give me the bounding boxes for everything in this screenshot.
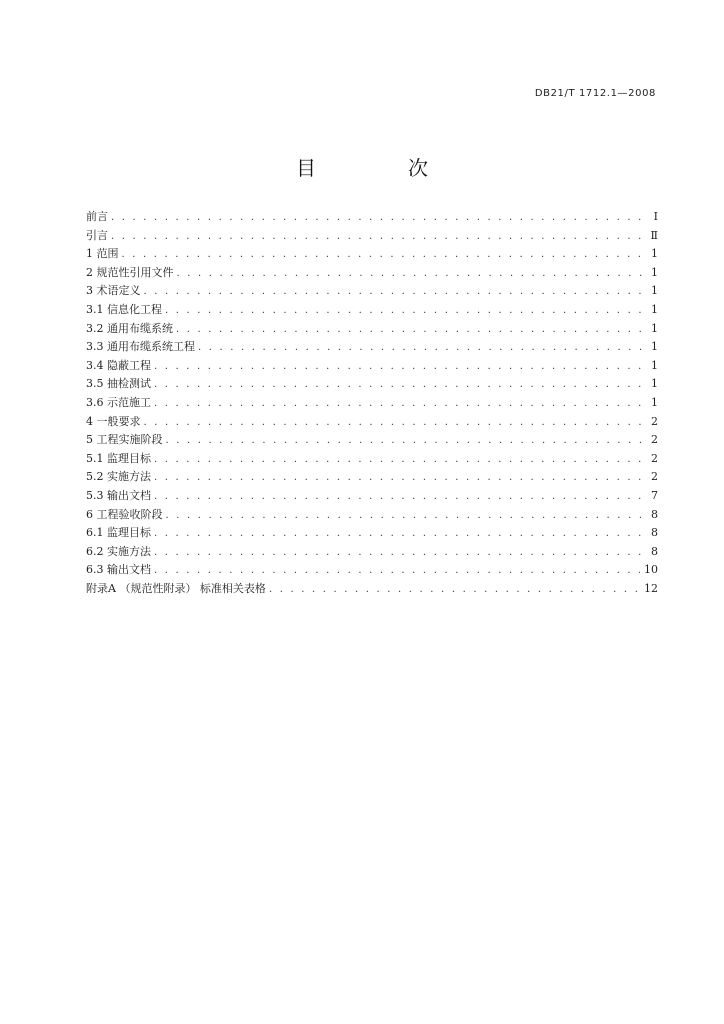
table-of-contents [86, 208, 658, 598]
toc-entry-page-number: Ⅱ [650, 228, 658, 242]
toc-entry-label: 附录A （规范性附录） 标准相关表格 [86, 581, 266, 595]
toc-dot-leader [198, 339, 644, 358]
toc-entry-page-number: 2 [651, 470, 658, 484]
toc-entry-page-number: Ⅰ [653, 210, 658, 223]
toc-entry-page-number: 8 [651, 544, 658, 558]
toc-entry-page-number: 10 [644, 563, 658, 577]
toc-dot-leader [144, 414, 645, 433]
toc-entry-label: 6.3 输出文档 [86, 563, 151, 577]
toc-entry[interactable] [86, 301, 658, 320]
toc-entry-page-number: 1 [651, 302, 658, 316]
toc-entry-label: 2 规范性引用文件 [86, 265, 174, 279]
toc-dot-leader [144, 283, 645, 302]
toc-entry-label: 5.1 监理目标 [86, 451, 151, 465]
toc-dot-leader [154, 376, 644, 395]
toc-entry-label: 3 术语定义 [86, 284, 141, 298]
toc-entry[interactable] [86, 394, 658, 413]
toc-dot-leader [154, 562, 640, 581]
toc-entry-label: 3.6 示范施工 [86, 395, 151, 409]
toc-entry-label: 引言 [86, 228, 108, 242]
toc-entry-page-number: 1 [651, 340, 658, 354]
toc-entry[interactable] [86, 506, 658, 525]
toc-entry[interactable] [86, 431, 658, 450]
toc-entry[interactable] [86, 524, 658, 543]
toc-entry[interactable] [86, 245, 658, 264]
toc-dot-leader [154, 358, 644, 377]
toc-entry-label: 5 工程实施阶段 [86, 433, 163, 447]
toc-entry[interactable] [86, 227, 658, 246]
toc-entry[interactable] [86, 543, 658, 562]
toc-entry-page-number: 12 [644, 581, 658, 595]
toc-entry[interactable] [86, 264, 658, 283]
toc-entry-page-number: 1 [651, 377, 658, 391]
toc-dot-leader [154, 525, 644, 544]
toc-entry-label: 3.4 隐蔽工程 [86, 358, 151, 372]
toc-entry[interactable] [86, 282, 658, 301]
toc-entry[interactable] [86, 375, 658, 394]
toc-entry-label: 3.5 抽检测试 [86, 377, 151, 391]
toc-dot-leader [111, 209, 644, 228]
toc-entry-page-number: 2 [651, 451, 658, 465]
toc-entry[interactable] [86, 580, 658, 599]
toc-entry-label: 4 一般要求 [86, 414, 141, 428]
toc-dot-leader [269, 581, 640, 600]
document-code: DB21/T 1712.1—2008 [534, 88, 656, 99]
toc-entry-label: 6.2 实施方法 [86, 544, 151, 558]
toc-dot-leader [176, 321, 644, 340]
toc-dot-leader [166, 432, 645, 451]
toc-entry-page-number: 2 [651, 433, 658, 447]
toc-entry-page-number: 1 [651, 247, 658, 261]
toc-entry[interactable] [86, 468, 658, 487]
toc-entry-label: 1 范围 [86, 247, 119, 261]
toc-dot-leader [166, 507, 645, 526]
toc-entry[interactable] [86, 357, 658, 376]
toc-entry-label: 6.1 监理目标 [86, 526, 151, 540]
toc-entry-page-number: 8 [651, 526, 658, 540]
toc-entry-label: 5.3 输出文档 [86, 488, 151, 502]
toc-dot-leader [154, 395, 644, 414]
toc-entry-page-number: 7 [651, 488, 658, 502]
toc-dot-leader [154, 488, 644, 507]
toc-entry[interactable] [86, 338, 658, 357]
toc-dot-leader [122, 246, 645, 265]
toc-dot-leader [154, 451, 644, 470]
toc-entry-label: 6 工程验收阶段 [86, 507, 163, 521]
toc-entry-page-number: 8 [651, 507, 658, 521]
toc-entry[interactable] [86, 320, 658, 339]
toc-entry-label: 3.2 通用布缆系统 [86, 321, 173, 335]
toc-entry[interactable] [86, 450, 658, 469]
toc-entry-page-number: 1 [651, 265, 658, 279]
toc-dot-leader [165, 302, 644, 321]
toc-entry-page-number: 1 [651, 284, 658, 298]
toc-entry-label: 3.3 通用布缆系统工程 [86, 340, 195, 354]
toc-title: 目 次 [296, 156, 464, 180]
toc-entry[interactable] [86, 561, 658, 580]
toc-dot-leader [177, 265, 645, 284]
toc-entry[interactable] [86, 413, 658, 432]
toc-entry-page-number: 1 [651, 395, 658, 409]
toc-dot-leader [154, 469, 644, 488]
toc-dot-leader [111, 228, 644, 247]
toc-entry[interactable] [86, 487, 658, 506]
toc-entry-page-number: 1 [651, 358, 658, 372]
toc-entry-label: 前言 [86, 210, 108, 223]
toc-entry-page-number: 1 [651, 321, 658, 335]
toc-entry-label: 5.2 实施方法 [86, 470, 151, 484]
toc-dot-leader [154, 544, 644, 563]
toc-entry-page-number: 2 [651, 414, 658, 428]
toc-entry-label: 3.1 信息化工程 [86, 302, 162, 316]
toc-entry[interactable] [86, 208, 658, 227]
